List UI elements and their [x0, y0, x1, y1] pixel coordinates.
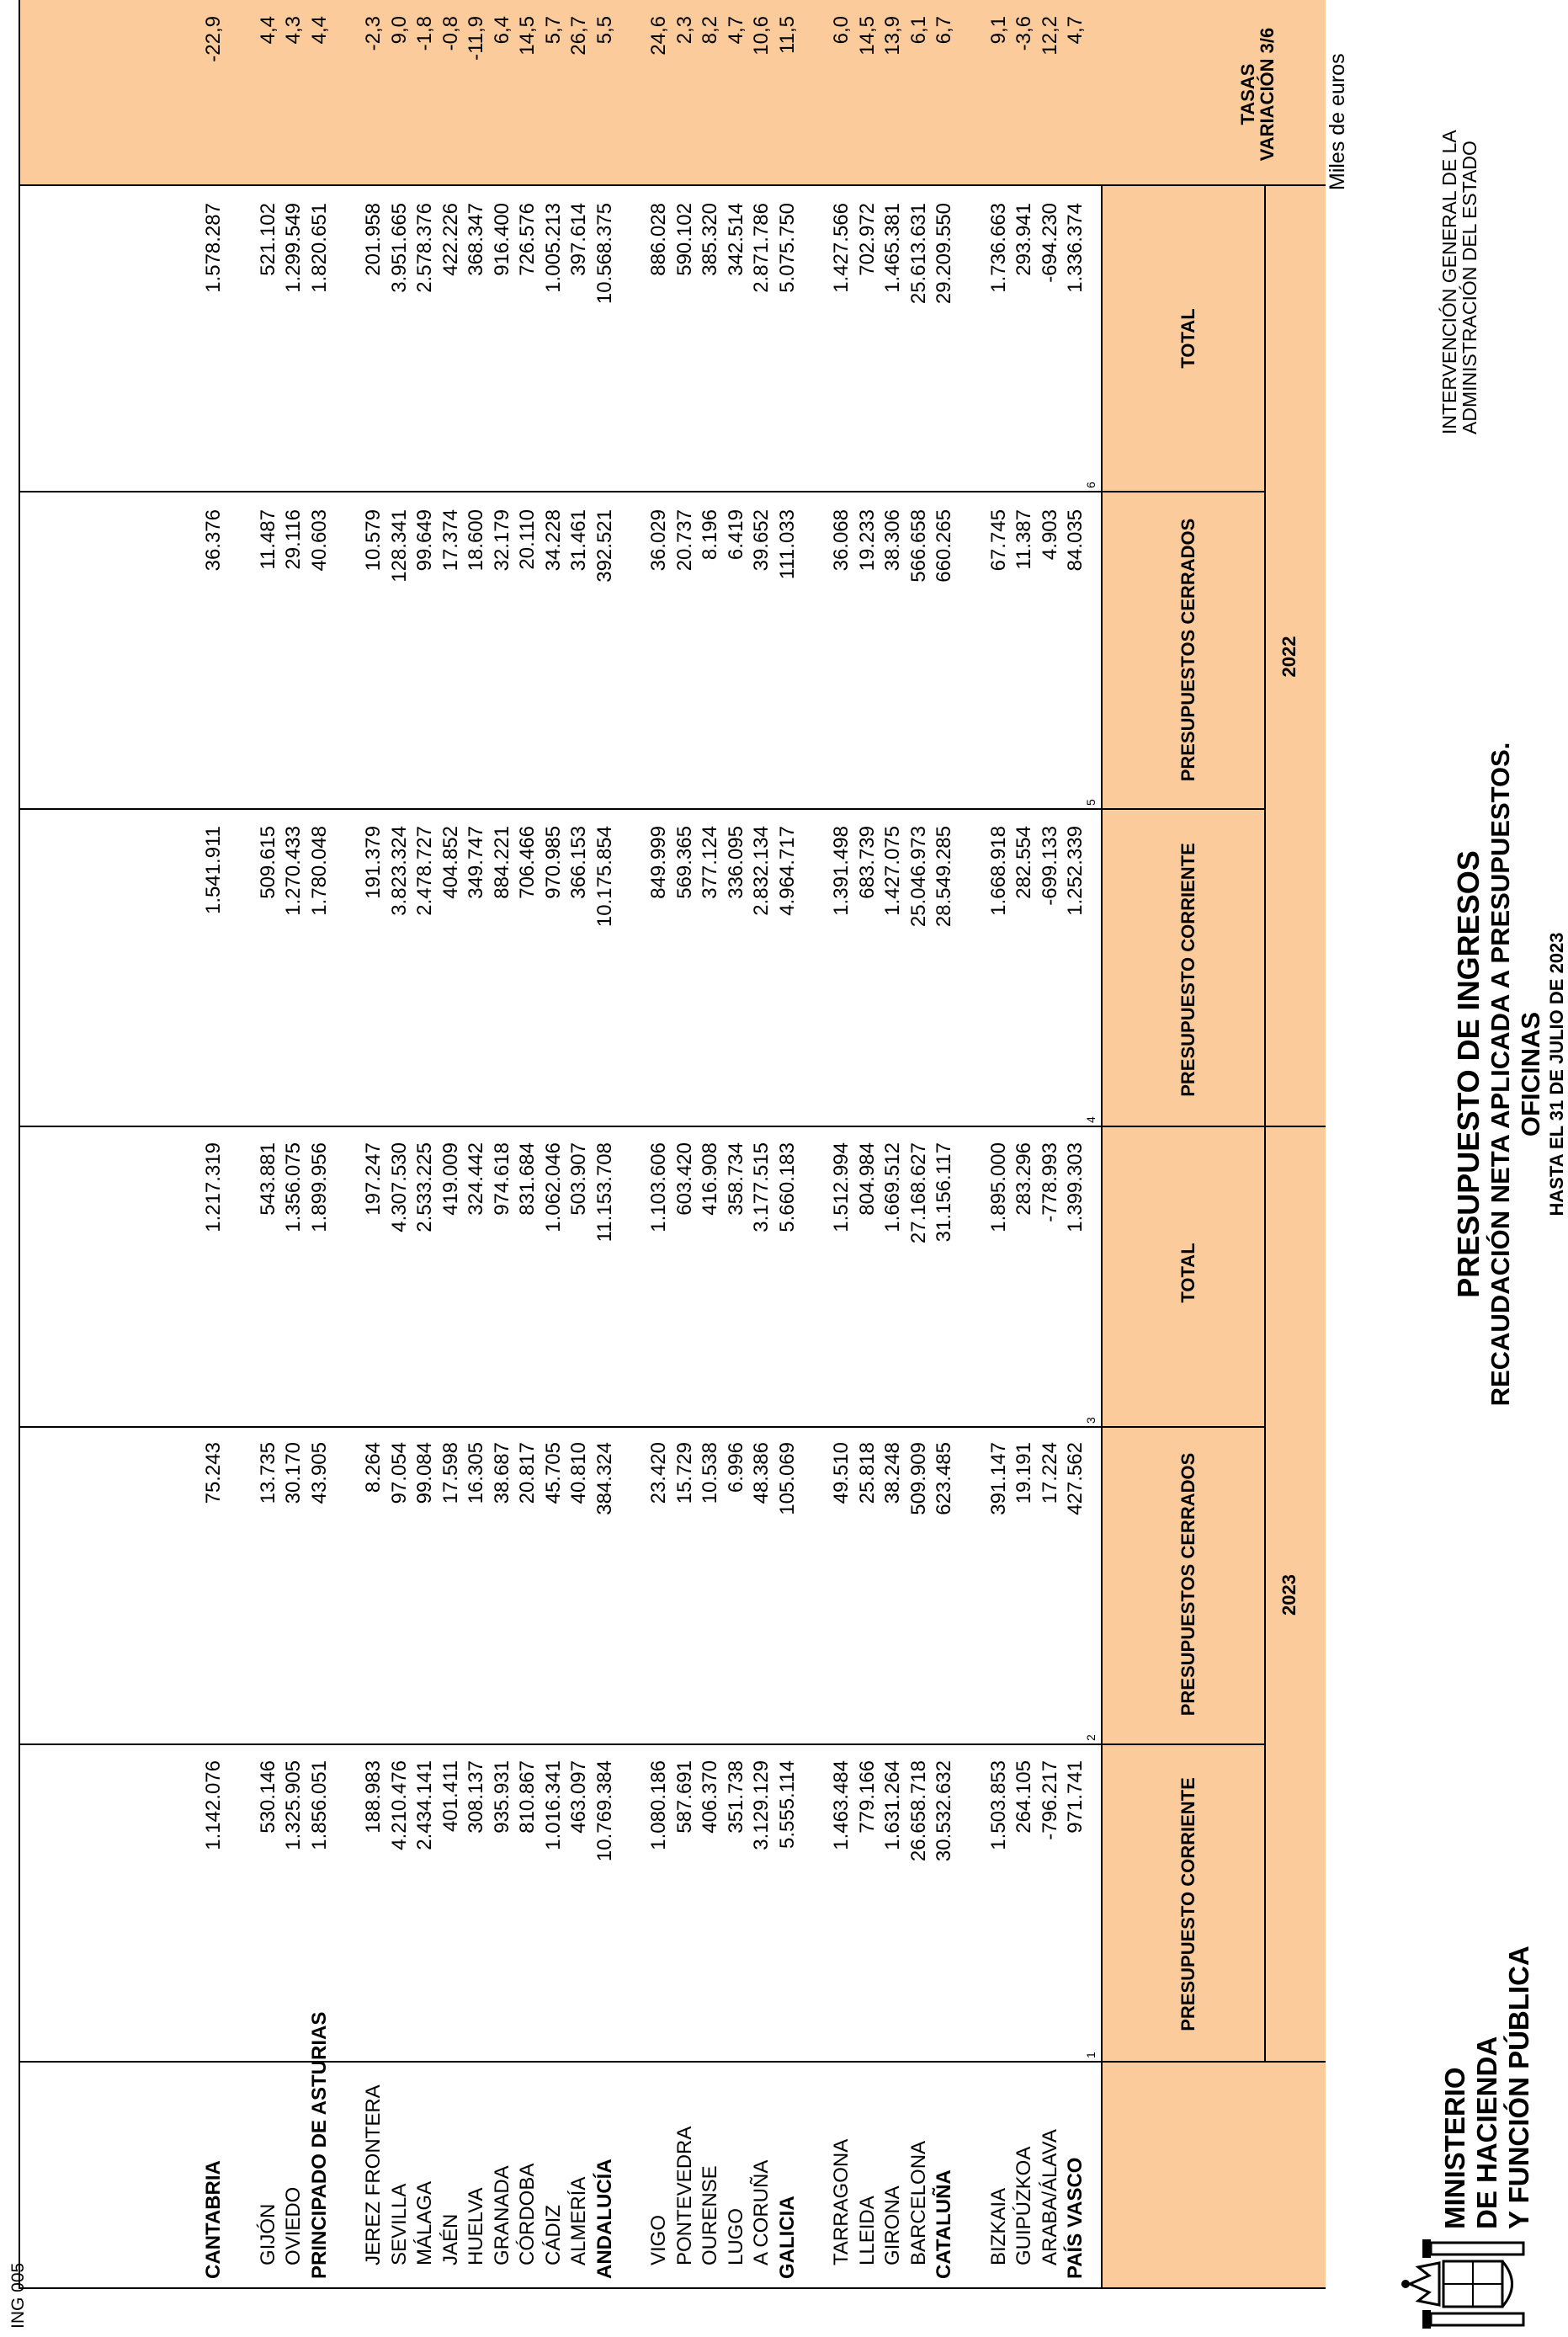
cell-col-2: 20.817 [516, 1442, 539, 1504]
office-label: BIZKAIA [986, 2187, 1010, 2265]
cell-col-3: 1.895.000 [986, 1142, 1010, 1232]
cell-col-7: 10,6 [750, 16, 773, 56]
group-2023: 2023 [1278, 1574, 1300, 1616]
cell-col-7: -2,3 [362, 16, 385, 51]
cell-col-6: 726.576 [516, 203, 539, 276]
cell-col-1: 1.856.051 [307, 1760, 331, 1850]
table-row [388, 0, 412, 2287]
cell-col-2: 99.084 [413, 1442, 436, 1504]
cell-col-1: 1.325.905 [282, 1760, 305, 1850]
cell-col-3: 2.533.225 [413, 1142, 436, 1232]
table-row [907, 0, 931, 2287]
cell-col-1: 935.931 [490, 1760, 513, 1834]
cell-col-3: 1.512.994 [830, 1142, 853, 1232]
cell-col-4: 2.832.134 [750, 826, 773, 916]
cell-col-1: 810.867 [516, 1760, 539, 1834]
cell-col-3: 197.247 [362, 1142, 385, 1216]
cell-col-5: 40.603 [307, 509, 331, 572]
office-label: PONTEVEDRA [672, 2126, 696, 2265]
cell-col-6: 1.736.663 [986, 203, 1010, 293]
region-label: CANTABRIA [202, 2160, 225, 2279]
cell-col-2: 43.905 [307, 1442, 331, 1504]
cell-col-1: 26.658.718 [906, 1760, 930, 1862]
cell-col-2: 97.054 [387, 1442, 411, 1504]
office-label: CÓRDOBA [516, 2163, 539, 2265]
cell-col-1: 779.166 [855, 1760, 879, 1834]
cell-col-6: 1.336.374 [1064, 203, 1087, 293]
cell-col-6: 422.226 [439, 203, 462, 276]
ministry-line-1: MINISTERIO [1439, 2067, 1470, 2229]
cell-col-1: 463.097 [567, 1760, 590, 1834]
cell-col-3: 283.296 [1013, 1142, 1035, 1216]
office-label: CÁDIZ [541, 2205, 565, 2265]
office-label: LUGO [724, 2207, 747, 2265]
office-label: VIGO [647, 2214, 670, 2265]
cell-col-5: 111.033 [775, 509, 799, 580]
cell-col-6: 1.005.213 [541, 203, 565, 293]
cell-col-4: 336.095 [724, 826, 747, 899]
cell-col-5: 10.579 [362, 509, 385, 572]
table-row [491, 0, 514, 2287]
table-row [750, 0, 773, 2287]
cell-col-2: 16.305 [465, 1442, 487, 1504]
cell-col-6: 702.972 [855, 203, 879, 276]
cell-col-6: 1.427.566 [830, 203, 853, 293]
region-label: CATALUÑA [933, 2169, 955, 2279]
cell-col-1: 406.370 [699, 1760, 721, 1834]
cell-col-2: 17.598 [439, 1442, 462, 1504]
report-date: HASTA EL 31 DE JULIO DE 2023 [1546, 932, 1567, 1216]
cell-col-1: 530.146 [256, 1760, 279, 1834]
cell-col-4: 28.549.285 [933, 826, 955, 928]
cell-col-1: 1.463.484 [830, 1760, 853, 1850]
cell-col-2: 17.224 [1038, 1442, 1061, 1504]
cell-col-1: 264.105 [1013, 1760, 1035, 1834]
cell-col-2: 10.538 [699, 1442, 721, 1504]
agency-line-2: ADMINISTRACIÓN DEL ESTADO [1459, 141, 1480, 434]
region-label: PAÍS VASCO [1064, 2157, 1087, 2279]
cell-col-4: 377.124 [699, 826, 721, 899]
cell-col-6: 590.102 [672, 203, 696, 276]
office-label: JEREZ FRONTERA [362, 2084, 385, 2265]
cell-col-5: 6.419 [724, 509, 747, 561]
cell-col-7: 5,7 [541, 16, 565, 45]
office-label: GIJÓN [256, 2203, 279, 2265]
cell-col-3: 419.009 [439, 1142, 462, 1216]
cell-col-7: -11,9 [465, 16, 487, 61]
office-label: HUELVA [465, 2187, 487, 2265]
cell-col-3: 4.307.530 [387, 1142, 411, 1232]
cell-col-5: 4.903 [1038, 509, 1061, 561]
cell-col-6: 1.820.651 [307, 203, 331, 293]
cell-col-6: 201.958 [362, 203, 385, 276]
cell-col-7: 11,5 [775, 16, 799, 54]
cell-col-6: 342.514 [724, 203, 747, 276]
office-label: ALMERÍA [567, 2176, 590, 2265]
cell-col-2: 384.324 [593, 1442, 616, 1515]
cell-col-1: 1.631.264 [881, 1760, 904, 1850]
group-2022: 2022 [1278, 636, 1300, 678]
col-header-3: TOTAL [1177, 1243, 1199, 1303]
cell-col-6: 1.578.287 [202, 203, 225, 293]
cell-col-6: -694.230 [1038, 203, 1061, 283]
cell-col-1: 971.741 [1064, 1760, 1087, 1834]
cell-col-4: 569.365 [672, 826, 696, 899]
cell-col-6: 25.613.631 [906, 203, 930, 305]
cell-col-7: 9,1 [986, 16, 1010, 45]
cell-col-6: 368.347 [465, 203, 487, 276]
cell-col-5: 11.387 [1013, 509, 1035, 570]
cell-col-1: 5.555.114 [775, 1760, 799, 1849]
office-label: SEVILLA [387, 2183, 411, 2265]
region-label: ANDALUCÍA [593, 2159, 616, 2279]
cell-col-7: 6,0 [830, 16, 853, 45]
cell-col-3: 603.420 [672, 1142, 696, 1216]
cell-col-3: 974.618 [490, 1142, 513, 1216]
cell-col-7: -1,8 [413, 16, 436, 51]
cell-col-4: 970.985 [541, 826, 565, 899]
cell-col-2: 48.386 [750, 1442, 773, 1504]
cell-col-1: 4.210.476 [387, 1760, 411, 1850]
table-row [1064, 0, 1087, 2287]
cell-col-7: 4,3 [282, 16, 305, 45]
cell-col-3: 31.156.117 [933, 1142, 955, 1243]
cell-col-7: 6,7 [933, 16, 955, 45]
cell-col-2: 19.191 [1013, 1442, 1035, 1504]
cell-col-5: 36.068 [830, 509, 853, 572]
cell-col-6: 1.465.381 [881, 203, 904, 293]
page-subtitle: RECAUDACIÓN NETA APLICADA A PRESUPUESTOS. OFICINAS [1486, 742, 1545, 1407]
document-code: ING 005 [8, 2262, 28, 2329]
cell-col-2: 15.729 [672, 1442, 696, 1504]
cell-col-5: 19.233 [855, 509, 879, 572]
cell-col-5: 29.116 [282, 509, 305, 570]
cell-col-5: 8.196 [699, 509, 721, 561]
cell-col-3: 1.062.046 [541, 1142, 565, 1232]
cell-col-6: 886.028 [647, 203, 670, 276]
cell-col-4: 1.270.433 [282, 826, 305, 916]
cell-col-1: 401.411 [439, 1760, 462, 1832]
cell-col-3: 503.907 [567, 1142, 590, 1216]
table-row [933, 0, 956, 2287]
cell-col-6: 293.941 [1013, 203, 1035, 276]
col-num-6: 6 [1084, 482, 1098, 488]
agency-line-1: INTERVENCIÓN GENERAL DE LA [1438, 130, 1460, 434]
cell-col-1: 1.503.853 [986, 1760, 1010, 1850]
office-label: GRANADA [490, 2165, 513, 2265]
table-row [725, 0, 748, 2287]
cell-col-7: 4,7 [1064, 16, 1087, 45]
cell-col-6: 385.320 [699, 203, 721, 276]
cell-col-3: 543.881 [256, 1142, 279, 1216]
cell-col-3: 1.399.303 [1064, 1142, 1087, 1232]
cell-col-2: 38.687 [490, 1442, 513, 1504]
cell-col-3: 1.899.956 [307, 1142, 331, 1232]
cell-col-1: 308.137 [465, 1760, 487, 1834]
cell-col-5: 20.737 [672, 509, 696, 572]
cell-col-4: 191.379 [362, 826, 385, 899]
office-label: ARABA/ÁLAVA [1038, 2129, 1061, 2265]
table-row [1039, 0, 1062, 2287]
cell-col-7: -3,6 [1013, 16, 1035, 51]
cell-col-6: 521.102 [256, 203, 279, 276]
cell-col-4: 1.252.339 [1064, 826, 1087, 916]
table-row [308, 0, 332, 2287]
cell-col-3: 831.684 [516, 1142, 539, 1216]
ministry-line-3: Y FUNCIÓN PÚBLICA [1503, 1946, 1534, 2229]
table-row [257, 0, 280, 2287]
cell-col-5: 11.487 [256, 509, 279, 570]
ministry-name [1439, 1946, 1535, 2229]
cell-col-5: 34.228 [541, 509, 565, 572]
cell-col-5: 31.461 [567, 509, 590, 572]
table-row [593, 0, 617, 2287]
cell-col-4: 349.747 [465, 826, 487, 899]
cell-col-7: 4,4 [307, 16, 331, 45]
cell-col-1: 30.532.632 [933, 1760, 955, 1862]
cell-col-1: 188.983 [362, 1760, 385, 1834]
cell-col-4: 3.823.324 [387, 826, 411, 916]
cell-col-3: 1.669.512 [881, 1142, 904, 1232]
cell-col-2: 6.996 [724, 1442, 747, 1493]
cell-col-2: 49.510 [830, 1442, 853, 1504]
col-num-5: 5 [1084, 799, 1098, 806]
cell-col-5: 128.341 [387, 509, 411, 583]
cell-col-2: 38.248 [881, 1442, 904, 1504]
cell-col-7: 4,4 [256, 16, 279, 45]
cell-col-1: 587.691 [672, 1760, 696, 1834]
cell-col-6: 2.578.376 [413, 203, 436, 293]
cell-col-2: 427.562 [1064, 1442, 1087, 1515]
office-label: GIRONA [881, 2185, 904, 2265]
region-label: GALICIA [775, 2196, 799, 2279]
cell-col-3: 1.356.075 [282, 1142, 305, 1232]
office-label: A CORUÑA [750, 2159, 773, 2265]
cell-col-5: 32.179 [490, 509, 513, 572]
report-titles [1452, 695, 1568, 1453]
cell-col-7: 5,5 [593, 16, 616, 45]
cell-col-1: 1.080.186 [647, 1760, 670, 1850]
table-row [776, 0, 800, 2287]
cell-col-7: 13,9 [881, 16, 904, 56]
cell-col-7: 26,7 [567, 16, 590, 56]
cell-col-4: 1.427.075 [881, 826, 904, 916]
cell-col-6: 29.209.550 [933, 203, 955, 305]
cell-col-4: -699.133 [1038, 826, 1061, 906]
cell-col-3: 358.734 [724, 1142, 747, 1216]
col-num-3: 3 [1084, 1417, 1098, 1424]
table-row [362, 0, 385, 2287]
cell-col-3: 3.177.515 [750, 1142, 773, 1232]
header-divider [1101, 186, 1103, 2287]
cell-col-3: 27.168.627 [906, 1142, 930, 1244]
cell-col-6: 3.951.665 [387, 203, 411, 293]
cell-col-4: 706.466 [516, 826, 539, 899]
cell-col-1: 1.016.341 [541, 1760, 565, 1850]
table-row [699, 0, 722, 2287]
cell-col-2: 391.147 [986, 1442, 1010, 1515]
cell-col-4: 509.615 [256, 826, 279, 899]
cell-col-7: 12,2 [1038, 16, 1061, 56]
table-row [647, 0, 671, 2287]
cell-col-3: -778.993 [1038, 1142, 1061, 1222]
cell-col-5: 39.652 [750, 509, 773, 572]
cell-col-2: 75.243 [202, 1442, 225, 1504]
office-label: LLEIDA [855, 2196, 879, 2265]
cell-col-7: 14,5 [516, 16, 539, 56]
table-row [465, 0, 488, 2287]
cell-col-5: 392.521 [593, 509, 616, 583]
cell-col-5: 18.600 [465, 509, 487, 572]
cell-col-2: 13.735 [256, 1442, 279, 1504]
cell-col-3: 1.103.606 [647, 1142, 670, 1232]
group-divider [1264, 186, 1266, 2063]
cell-col-7: -0,8 [439, 16, 462, 51]
col-header-2: PRESUPUESTOS CERRADOS [1177, 1452, 1199, 1717]
office-label: MÁLAGA [413, 2180, 436, 2265]
office-label: TARRAGONA [830, 2138, 853, 2265]
cell-col-7: -22,9 [202, 16, 225, 62]
cell-col-4: 683.739 [855, 826, 879, 899]
office-label: OURENSE [699, 2165, 721, 2265]
cell-col-2: 105.069 [775, 1442, 799, 1515]
table-row [542, 0, 566, 2287]
cell-col-4: 884.221 [490, 826, 513, 899]
col-header-6: TOTAL [1177, 308, 1199, 369]
cell-col-1: 1.142.076 [202, 1760, 225, 1850]
table-row [202, 0, 226, 2287]
cell-col-6: 10.568.375 [593, 203, 616, 305]
table-row [1013, 0, 1036, 2287]
table-row [439, 0, 463, 2287]
table-row [567, 0, 591, 2287]
cell-col-1: -796.217 [1038, 1760, 1061, 1840]
cell-col-7: 24,6 [647, 16, 670, 56]
cell-col-1: 2.434.141 [413, 1760, 436, 1850]
cell-col-7: 6,1 [906, 16, 930, 45]
region-label: PRINCIPADO DE ASTURIAS [307, 2011, 331, 2279]
cell-col-2: 23.420 [647, 1442, 670, 1504]
cell-col-5: 67.745 [986, 509, 1010, 572]
col-header-5: PRESUPUESTOS CERRADOS [1177, 518, 1199, 782]
cell-col-2: 40.810 [567, 1442, 590, 1504]
cell-col-6: 2.871.786 [750, 203, 773, 293]
cell-col-6: 5.075.750 [775, 203, 799, 293]
office-label: BARCELONA [906, 2140, 930, 2265]
cell-col-3: 324.442 [465, 1142, 487, 1216]
cell-col-3: 804.984 [855, 1142, 879, 1216]
cell-col-5: 38.306 [881, 509, 904, 572]
office-label: OVIEDO [282, 2186, 305, 2265]
cell-col-4: 2.478.727 [413, 826, 436, 916]
cell-col-4: 10.175.854 [593, 826, 616, 928]
table-row [881, 0, 905, 2287]
cell-col-7: 4,7 [724, 16, 747, 45]
cell-col-4: 404.852 [439, 826, 462, 899]
table-row [413, 0, 437, 2287]
office-label: JAÉN [439, 2213, 462, 2265]
cell-col-3: 11.153.708 [593, 1142, 616, 1243]
cell-col-2: 623.485 [933, 1442, 955, 1515]
cell-col-6: 1.299.549 [282, 203, 305, 293]
agency-name [1439, 130, 1480, 434]
units-label: Miles de euros [1326, 53, 1349, 190]
cell-col-6: 397.614 [567, 203, 590, 276]
revenue-table [19, 0, 1326, 2289]
cell-col-6: 916.400 [490, 203, 513, 276]
ministry-line-2: DE HACIENDA [1471, 2036, 1502, 2229]
cell-col-7: 8,2 [699, 16, 721, 45]
cell-col-7: 6,4 [490, 16, 513, 45]
cell-col-4: 1.541.911 [202, 826, 225, 914]
cell-col-7: 9,0 [387, 16, 411, 45]
cell-col-1: 10.769.384 [593, 1760, 616, 1862]
col-header-4: PRESUPUESTO CORRIENTE [1177, 843, 1199, 1097]
cell-col-3: 5.660.183 [775, 1142, 799, 1232]
cell-col-2: 25.818 [855, 1442, 879, 1504]
coat-of-arms-icon [1380, 2238, 1528, 2330]
cell-col-4: 4.964.717 [775, 826, 799, 916]
cell-col-4: 1.391.498 [830, 826, 853, 916]
cell-col-3: 1.217.319 [202, 1142, 225, 1232]
cell-col-2: 8.264 [362, 1442, 385, 1493]
table-row [282, 0, 306, 2287]
table-row [516, 0, 539, 2287]
table-row [987, 0, 1011, 2287]
cell-col-1: 351.738 [724, 1760, 747, 1834]
cell-col-5: 36.029 [647, 509, 670, 572]
col-header-1: PRESUPUESTO CORRIENTE [1177, 1777, 1199, 2031]
office-label: GUIPÚZKOA [1013, 2146, 1035, 2265]
table-row [856, 0, 880, 2287]
cell-col-5: 17.374 [439, 509, 462, 572]
page-title: PRESUPUESTO DE INGRESOS [1451, 850, 1486, 1298]
table-row [673, 0, 697, 2287]
cell-col-5: 84.035 [1064, 509, 1087, 572]
cell-col-5: 566.658 [906, 509, 930, 583]
cell-col-4: 1.668.918 [986, 826, 1010, 916]
cell-col-3: 416.908 [699, 1142, 721, 1216]
col-num-2: 2 [1084, 1734, 1098, 1741]
cell-col-4: 25.046.973 [906, 826, 930, 928]
col-header-7: TASAS VARIACIÓN 3/6 [1237, 27, 1278, 162]
cell-col-4: 366.153 [567, 826, 590, 899]
cell-col-7: 2,3 [672, 16, 696, 45]
cell-col-4: 1.780.048 [307, 826, 331, 916]
col-num-1: 1 [1084, 2052, 1098, 2058]
cell-col-4: 849.999 [647, 826, 670, 899]
cell-col-4: 282.554 [1013, 826, 1035, 899]
table-row [830, 0, 853, 2287]
cell-col-5: 20.110 [516, 509, 539, 570]
cell-col-1: 3.129.129 [750, 1760, 773, 1850]
cell-col-2: 45.705 [541, 1442, 565, 1504]
cell-col-2: 509.909 [906, 1442, 930, 1515]
cell-col-5: 36.376 [202, 509, 225, 572]
cell-col-5: 99.649 [413, 509, 436, 572]
cell-col-7: 14,5 [855, 16, 879, 56]
col-num-4: 4 [1084, 1116, 1098, 1123]
cell-col-2: 30.170 [282, 1442, 305, 1504]
cell-col-5: 660.265 [933, 509, 955, 583]
